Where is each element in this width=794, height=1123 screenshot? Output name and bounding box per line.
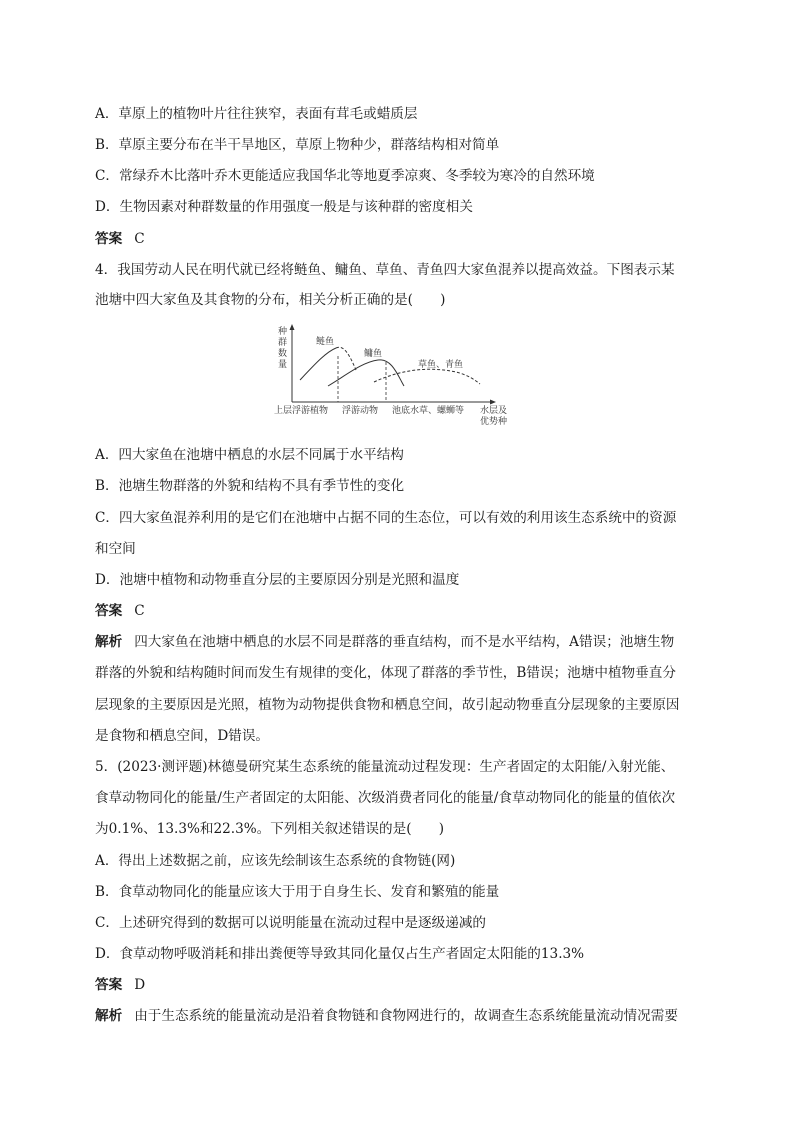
q3-option-b: B．草原主要分布在半干旱地区，草原上物种少，群落结构相对简单 [95,137,500,153]
label-bighead-carp: 鳙鱼 [364,349,383,359]
q5-stem-line-1: 5．(2023·测评题)林德曼研究某生态系统的能量流动过程发现：生产者固定的太阳能/入射光能、 [95,759,675,775]
grass-black-carp-curve [374,369,480,384]
q5-answer-label: 答案 [95,977,123,993]
q4-option-c-line-2: 和空间 [95,541,136,557]
y-axis-arrow [290,324,295,330]
q5-option-b: B．食草动物同化的能量应该大于用于自身生长、发育和繁殖的能量 [95,884,500,900]
q4-answer-label: 答案 [95,603,123,619]
y-label-2: 群 [278,338,288,348]
q4-option-d: D．池塘中植物和动物垂直分层的主要原因分别是光照和温度 [95,572,460,588]
q4-analysis-line-1 [95,632,674,652]
q5-option-a: A．得出上述数据之前，应该先绘制该生态系统的食物链(网) [95,853,456,869]
q4-analysis-text-1: 四大家鱼在池塘中栖息的水层不同是群落的垂直结构，而不是水平结构，A错误；池塘生物 [134,634,675,650]
q4-analysis-line-3: 层现象的主要原因是光照，植物为动物提供食物和栖息空间，故引起动物垂直分层现象的主要原因 [95,697,680,713]
q4-figure [270,322,520,430]
q3-answer-label: 答案 [95,231,123,247]
x-label-2: 优势种 [480,417,508,427]
label-grass-black-carp: 草鱼、青鱼 [418,360,464,370]
q4-answer [95,601,145,621]
q4-analysis-line-2: 群落的外貌和结构随时间而发生有规律的变化，体现了群落的季节性，B错误；池塘中植物垂直分 [95,665,676,681]
x-category-1: 上层浮游植物 [274,406,329,416]
y-label-3: 数 [278,349,288,359]
q3-option-a: A．草原上的植物叶片往往狭窄，表面有茸毛或蜡质层 [95,106,418,122]
x-axis-arrow [490,400,496,405]
q4-stem-line-2: 池塘中四大家鱼及其食物的分布，相关分析正确的是( ) [95,292,446,308]
q3-option-c: C．常绿乔木比落叶乔木更能适应我国华北等地夏季凉爽、冬季较为寒冷的自然环境 [95,168,595,184]
q4-option-a: A．四大家鱼在池塘中栖息的水层不同属于水平结构 [95,447,404,463]
q4-stem-line-1: 4．我国劳动人民在明代就已经将鲢鱼、鳙鱼、草鱼、青鱼四大家鱼混养以提高效益。下图表示某 [95,262,675,278]
q3-answer [95,229,145,249]
q3-answer-value: C [134,231,145,247]
x-category-2: 浮游动物 [342,406,379,416]
silver-carp-curve-right [336,347,356,370]
q4-analysis-label: 解析 [95,634,123,650]
silver-carp-curve-left [300,348,336,380]
q5-option-d: D．食草动物呼吸消耗和排出粪便等导致其同化量仅占生产者固定太阳能的13.3% [95,946,585,962]
q5-analysis-label: 解析 [95,1008,123,1024]
q4-option-c-line-1: C．四大家鱼混养利用的是它们在池塘中占据不同的生态位，可以有效的利用该生态系统中的资源 [95,510,677,526]
q5-option-c: C．上述研究得到的数据可以说明能量在流动过程中是逐级递减的 [95,915,487,931]
y-label-4: 量 [278,360,288,370]
q3-option-d: D．生物因素对种群数量的作用强度一般是与该种群的密度相关 [95,199,473,215]
q5-answer [95,975,145,995]
q5-analysis-line-1 [95,1006,678,1026]
q5-answer-value: D [134,977,146,993]
q4-option-b: B．池塘生物群落的外貌和结构不具有季节性的变化 [95,478,405,494]
y-label-1: 种 [278,327,288,337]
q4-analysis-line-4: 是食物和栖息空间，D错误。 [95,728,270,744]
q5-stem-line-3: 为0.1%、13.3%和22.3%。下列相关叙述错误的是( ) [95,821,445,837]
q5-analysis-text-1: 由于生态系统的能量流动是沿着食物链和食物网进行的，故调查生态系统能量流动情况需要 [134,1008,678,1024]
label-silver-carp: 鲢鱼 [316,337,335,347]
q4-answer-value: C [134,603,145,619]
q5-stem-line-2: 食草动物同化的能量/生产者固定的太阳能、次级消费者同化的能量/食草动物同化的能量的值依次 [95,790,676,806]
q4-figure-svg [270,322,520,430]
x-label-1: 水层及 [480,406,508,416]
x-category-3: 池底水草、螺蛳等 [392,406,465,416]
